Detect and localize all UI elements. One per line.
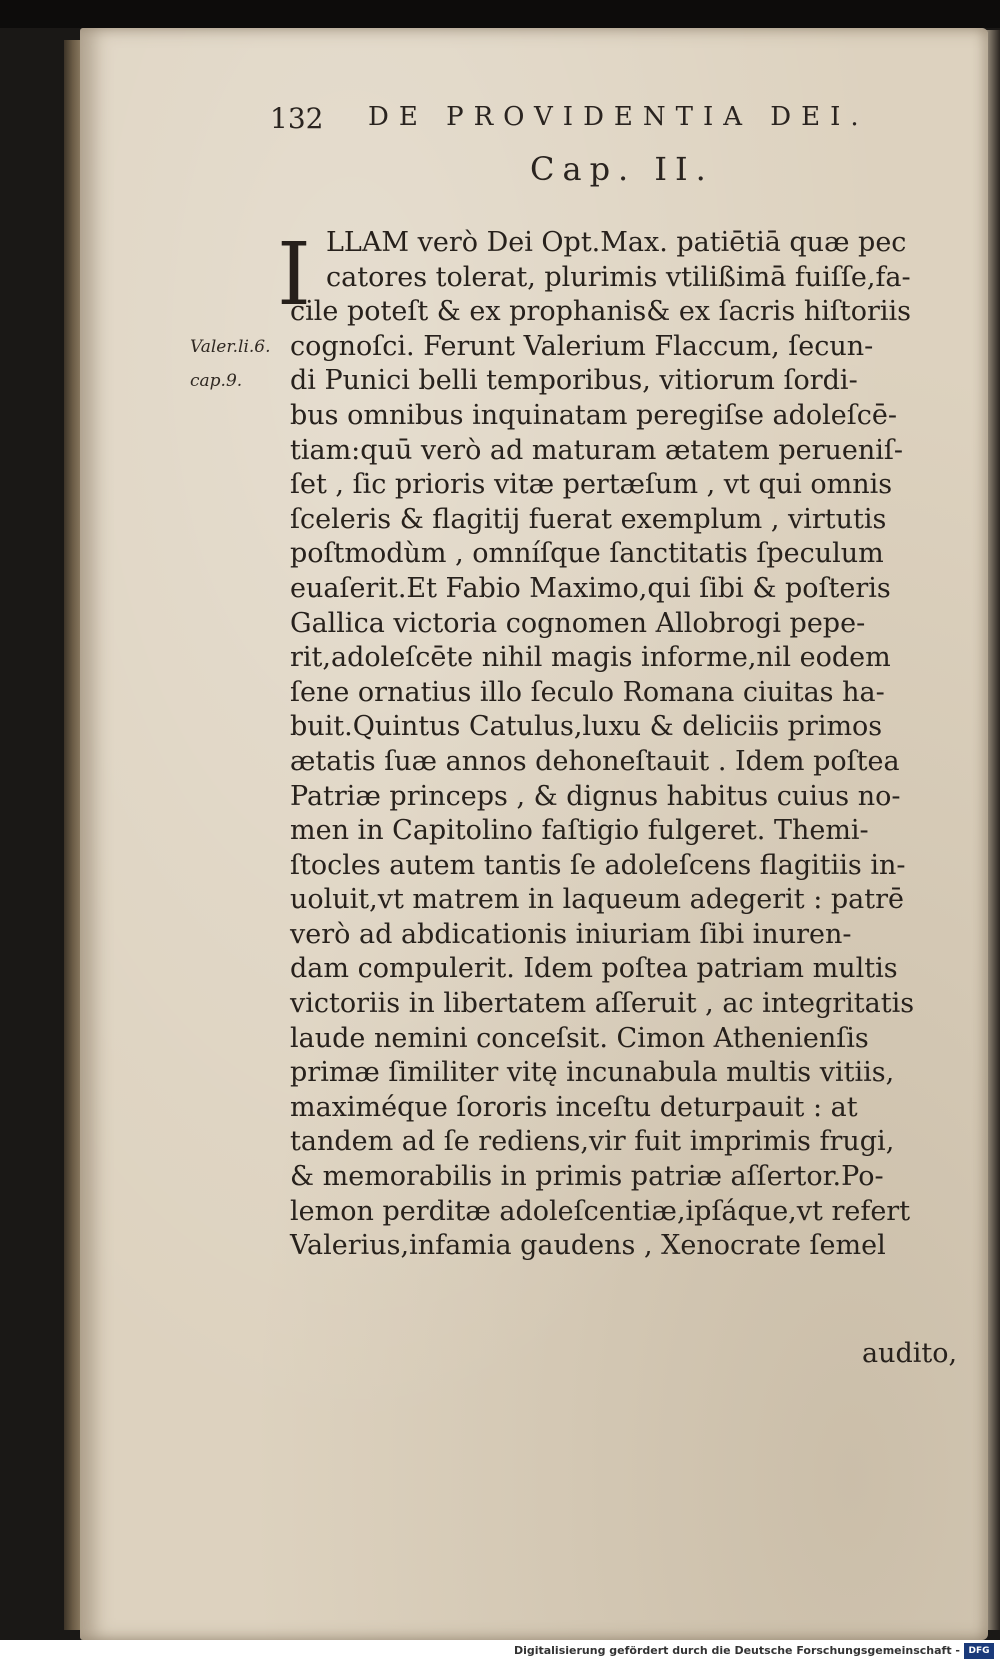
text-line: Valerius,infamia gaudens , Xenocrate ſemel [290, 1230, 886, 1262]
text-line: ſceleris & flagitij fuerat exemplum , virtutis [290, 503, 887, 535]
text-line: tandem ad ſe rediens,vir fuit imprimis frugi, [290, 1126, 895, 1158]
drop-cap-initial: I [277, 225, 311, 325]
text-line: men in Capitolino faſtigio fulgeret. Themi- [290, 815, 869, 847]
chapter-heading: Cap. II. [530, 150, 714, 188]
text-line: ſet , ſic prioris vitæ pertæſum , vt qui omnis [290, 469, 893, 501]
text-line: bus omnibus inquinatam peregiſse adoleſcē- [290, 399, 897, 431]
text-line: ſtocles autem tantis ſe adoleſcens flagitiis in- [290, 849, 906, 881]
text-line: victoriis in libertatem aſſeruit , ac integritatis [290, 988, 915, 1020]
text-line: dam compulerit. Idem poſtea patriam multis [290, 953, 898, 985]
margin-note [190, 330, 280, 398]
page-header [270, 102, 930, 142]
digitization-credit-text: Digitalisierung gefördert durch die Deutsche Forschungsgemeinschaft - [513, 1644, 960, 1657]
text-line: catores tolerat, plurimis vtilißimā fuiſſe,fa- [326, 261, 911, 293]
text-line: ſene ornatius illo ſeculo Romana ciuitas ha- [290, 676, 885, 708]
text-line: lemon perditæ adoleſcentiæ,ipſáque,vt refert [290, 1195, 911, 1227]
text-line: verò ad abdicationis iniuriam ſibi inuren- [290, 918, 852, 950]
text-line: euaſerit.Et Fabio Maximo,qui ſibi & poſteris [290, 572, 891, 604]
text-line: LLAM verò Dei Opt.Max. patiētiā quæ pec [326, 227, 907, 258]
text-line: cognoſci. Ferunt Valerium Flaccum, ſecun- [290, 330, 874, 362]
text-line: Patriæ princeps , & dignus habitus cuius no- [290, 780, 901, 812]
text-line: Gallica victoria cognomen Allobrogi pepe- [290, 607, 866, 639]
page-number: 132 [270, 102, 324, 135]
text-line: rit,adoleſcēte nihil magis informe,nil eodem [290, 642, 891, 674]
dfg-logo: DFG [964, 1643, 994, 1659]
catchword: audito, [862, 1338, 958, 1369]
text-line: laude nemini conceſsit. Cimon Athenienſis [290, 1022, 869, 1054]
text-line: di Punici belli temporibus, vitiorum ſordi- [290, 365, 858, 397]
text-line: primæ ſimiliter vitę incunabula multis vitiis, [290, 1057, 895, 1089]
text-line: cile poteſt & ex prophanis& ex ſacris hiſtoriis [290, 296, 911, 328]
scan-top-border [0, 0, 1000, 28]
text-line: & memorabilis in primis patriæ aſſertor.Po- [290, 1161, 884, 1193]
text-line: ætatis ſuæ annos dehoneſtauit . Idem poſtea [290, 745, 900, 777]
text-line: uoluit,vt matrem in laqueum adegerit : patrē [290, 884, 904, 916]
text-line: maximéque ſororis inceſtu deturpauit : at [290, 1091, 858, 1123]
text-line: poſtmodùm , omníſque ſanctitatis ſpeculum [290, 538, 884, 570]
digitization-credit-bar [0, 1640, 1000, 1663]
running-title: DE PROVIDENTIA DEI. [368, 102, 869, 132]
text-line: buit.Quintus Catulus,luxu & deliciis primos [290, 711, 883, 743]
margin-note-line: cap.9. [190, 371, 243, 391]
body-text [290, 226, 980, 1264]
text-line: tiam:quū verò ad maturam ætatem perueniſ- [290, 434, 904, 466]
margin-note-line: Valer.li.6. [190, 337, 271, 357]
